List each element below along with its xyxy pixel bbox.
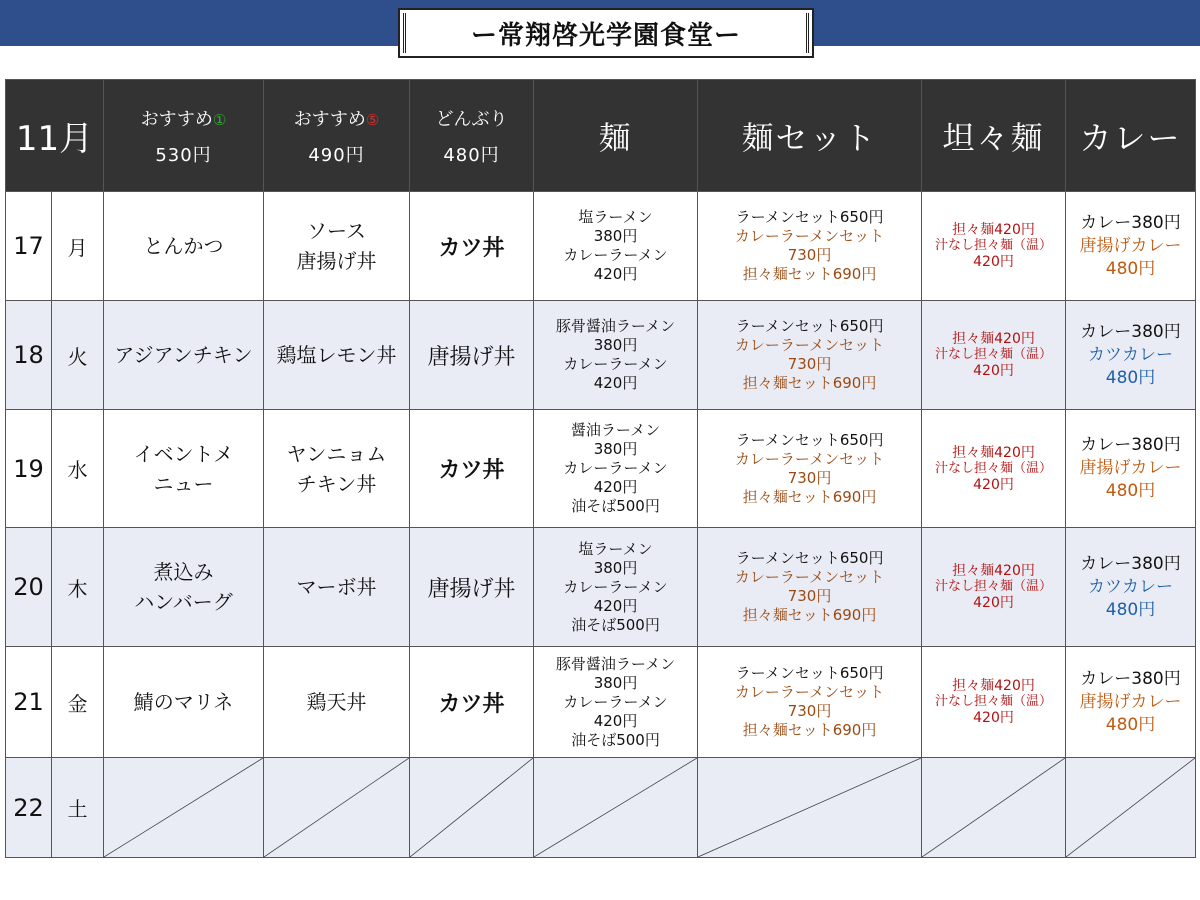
line-text: ラーメンセット650円 [735,430,884,449]
line-text: カレーラーメンセット [734,449,885,468]
line-text: 480円 [1105,367,1156,388]
line-text: 醤油ラーメン [570,421,661,439]
weekday: 木 [52,528,104,647]
line-text: 油そば500円 [571,615,660,634]
curry-dishes [1066,528,1196,647]
line-text: ラーメンセット650円 [735,549,884,567]
line-text: 420円 [973,363,1014,379]
tantan-dishes [922,301,1066,410]
table-row [6,192,1196,301]
recommend1-dish [104,528,264,647]
line-text: 380円 [593,558,638,577]
line-text: 汁なし担々麺（温） [935,460,1053,476]
recommend2-dish [264,528,410,647]
curry-dishes [1066,410,1196,528]
line-text: 鶏天丼 [306,690,367,714]
line-text: 730円 [787,702,832,720]
table-row [6,301,1196,410]
weekday: 金 [52,647,104,758]
recommend2-dish [264,301,410,410]
recommend1-dish [104,301,264,410]
weekday: 土 [52,758,104,858]
line-text: 420円 [593,596,638,615]
line-text: 380円 [593,673,638,692]
line-text: 480円 [1105,714,1156,735]
empty-cell [264,758,410,858]
line-text: 塩ラーメン [578,539,653,558]
day-number: 20 [6,528,52,647]
weekday: 水 [52,410,104,528]
month-header: 11月 [6,80,104,192]
line-text: カツカレー [1088,344,1174,365]
menu-table [5,79,1196,858]
men-dishes [534,410,698,528]
page-title: ー常翔啓光学園食堂ー [403,13,809,53]
table-row-22 [6,758,1196,858]
donburi-dish: カツ丼 [410,410,534,528]
day-number: 19 [6,410,52,528]
line-text: 汁なし担々麺（温） [935,238,1053,253]
empty-cell [534,758,698,858]
line-text: ハンバーグ [134,590,233,614]
line-text: 担々麺セット690円 [742,487,877,506]
recommend2-dish [264,410,410,528]
day-number: 17 [6,192,52,301]
line-text: 380円 [593,227,638,245]
line-text: アジアンチキン [114,343,253,367]
line-text: 担々麺セット690円 [742,606,877,624]
men-set-header: 麺セット [698,80,922,192]
line-text: 480円 [1105,258,1156,279]
curry-dishes [1066,301,1196,410]
line-text: 420円 [593,711,638,730]
line-text: 480円 [1105,481,1156,501]
tantan-dishes [922,528,1066,647]
line-text: 唐揚げカレー [1079,691,1182,712]
tantan-header: 坦々麺 [922,80,1066,192]
line-text: 汁なし担々麺（温） [935,694,1053,709]
donburi-header [410,80,534,192]
recommend2-dish [264,647,410,758]
line-text: 担々麺セット690円 [742,721,877,739]
line-text: 汁なし担々麺（温） [935,347,1053,362]
men-dishes [534,647,698,758]
line-text: カレー380円 [1080,668,1181,689]
recommend1-header [104,80,264,192]
line-text: 担々麺420円 [952,678,1035,694]
title-frame [398,8,814,58]
line-text: 鯖のマリネ [133,690,234,714]
line-text: 担々麺420円 [952,444,1035,461]
line-text: カレー380円 [1080,553,1181,574]
line-text: ラーメンセット650円 [735,208,884,226]
day-number: 22 [6,758,52,858]
line-text: 豚骨醤油ラーメン [555,654,676,673]
table-row [6,410,1196,528]
men-set-dishes [698,528,922,647]
line-text: カレーラーメンセット [734,568,885,586]
day-number: 21 [6,647,52,758]
line-text: カレー380円 [1080,321,1181,342]
men-dishes [534,192,698,301]
curry-dishes [1066,192,1196,301]
recommend1-dish [104,410,264,528]
line-text: ソース [307,219,367,243]
line-text: ニュー [153,471,214,496]
tantan-dishes [922,192,1066,301]
tantan-dishes [922,647,1066,758]
line-text: 担々麺420円 [952,331,1035,347]
line-text: カレーラーメンセット [734,683,885,701]
donburi-dish: カツ丼 [410,192,534,301]
line-text: カレー380円 [1080,212,1181,233]
empty-cell [410,758,534,858]
menu-body [6,192,1196,858]
line-text: 420円 [973,595,1014,611]
line-text: 480円 [1105,599,1156,620]
line-text: 420円 [973,476,1014,493]
empty-cell [922,758,1066,858]
table-row [6,647,1196,758]
donburi-price: 480円 [443,144,500,166]
recommend2-label: おすすめ [293,108,366,130]
recommend1-dish [104,192,264,301]
line-text: イベントメ [133,441,234,466]
line-text: とんかつ [143,234,224,258]
curry-header: カレー [1066,80,1196,192]
recommend2-price: 490円 [308,144,365,166]
line-text: 420円 [593,265,638,283]
line-text: 鶏塩レモン丼 [276,343,397,367]
line-text: 730円 [787,355,832,373]
line-text: カレーラーメン [563,692,668,711]
day-number: 18 [6,301,52,410]
line-text: カレーラーメン [563,577,668,596]
line-text: 730円 [787,587,832,605]
line-text: カツカレー [1088,576,1174,597]
line-text: カレーラーメンセット [734,336,885,354]
line-text: 420円 [593,478,638,496]
line-text: 担々麺セット690円 [742,265,877,283]
line-text: マーボ丼 [296,575,377,599]
line-text: 420円 [973,710,1014,726]
line-text: 油そば500円 [571,497,660,515]
line-text: 担々麺セット690円 [742,374,877,392]
line-text: ラーメンセット650円 [735,664,884,682]
line-text: 380円 [593,336,638,354]
line-text: カレーラーメン [563,355,668,373]
line-text: 420円 [973,254,1014,270]
men-dishes [534,528,698,647]
line-text: 油そば500円 [571,730,660,749]
line-text: ヤンニョム [286,441,387,466]
line-text: 380円 [593,440,638,458]
line-text: 担々麺420円 [952,222,1035,238]
recommend1-label: おすすめ [140,108,213,130]
line-text: 塩ラーメン [578,208,653,226]
line-text: カレーラーメンセット [734,227,885,245]
recommend2-mark: ⑤ [365,110,380,129]
donburi-label: どんぶり [435,108,508,130]
weekday: 月 [52,192,104,301]
recommend1-price: 530円 [155,144,212,166]
men-set-dishes [698,410,922,528]
empty-cell [104,758,264,858]
line-text: 420円 [593,374,638,392]
donburi-dish: 唐揚げ丼 [410,301,534,410]
men-dishes [534,301,698,410]
recommend1-dish [104,647,264,758]
line-text: 唐揚げカレー [1079,235,1182,256]
line-text: 担々麺420円 [952,563,1035,579]
men-set-dishes [698,301,922,410]
table-row [6,528,1196,647]
recommend2-dish [264,192,410,301]
men-set-dishes [698,192,922,301]
line-text: 煮込み [153,560,214,584]
recommend2-header [264,80,410,192]
weekday: 火 [52,301,104,410]
donburi-dish: 唐揚げ丼 [410,528,534,647]
line-text: 汁なし担々麺（温） [935,579,1053,594]
line-text: 730円 [787,468,832,487]
curry-dishes [1066,647,1196,758]
header-row [6,80,1196,192]
line-text: チキン丼 [296,471,377,496]
recommend1-mark: ① [212,110,227,129]
line-text: 豚骨醤油ラーメン [555,317,676,335]
empty-cell [1066,758,1196,858]
men-set-dishes [698,647,922,758]
line-text: 唐揚げ丼 [296,249,377,273]
tantan-dishes [922,410,1066,528]
line-text: 730円 [787,246,832,264]
line-text: カレーラーメン [563,459,668,477]
men-header: 麺 [534,80,698,192]
donburi-dish: カツ丼 [410,647,534,758]
line-text: ラーメンセット650円 [735,317,884,335]
line-text: カレー380円 [1080,435,1181,455]
line-text: カレーラーメン [563,246,668,264]
empty-cell [698,758,922,858]
line-text: 唐揚げカレー [1079,458,1182,478]
